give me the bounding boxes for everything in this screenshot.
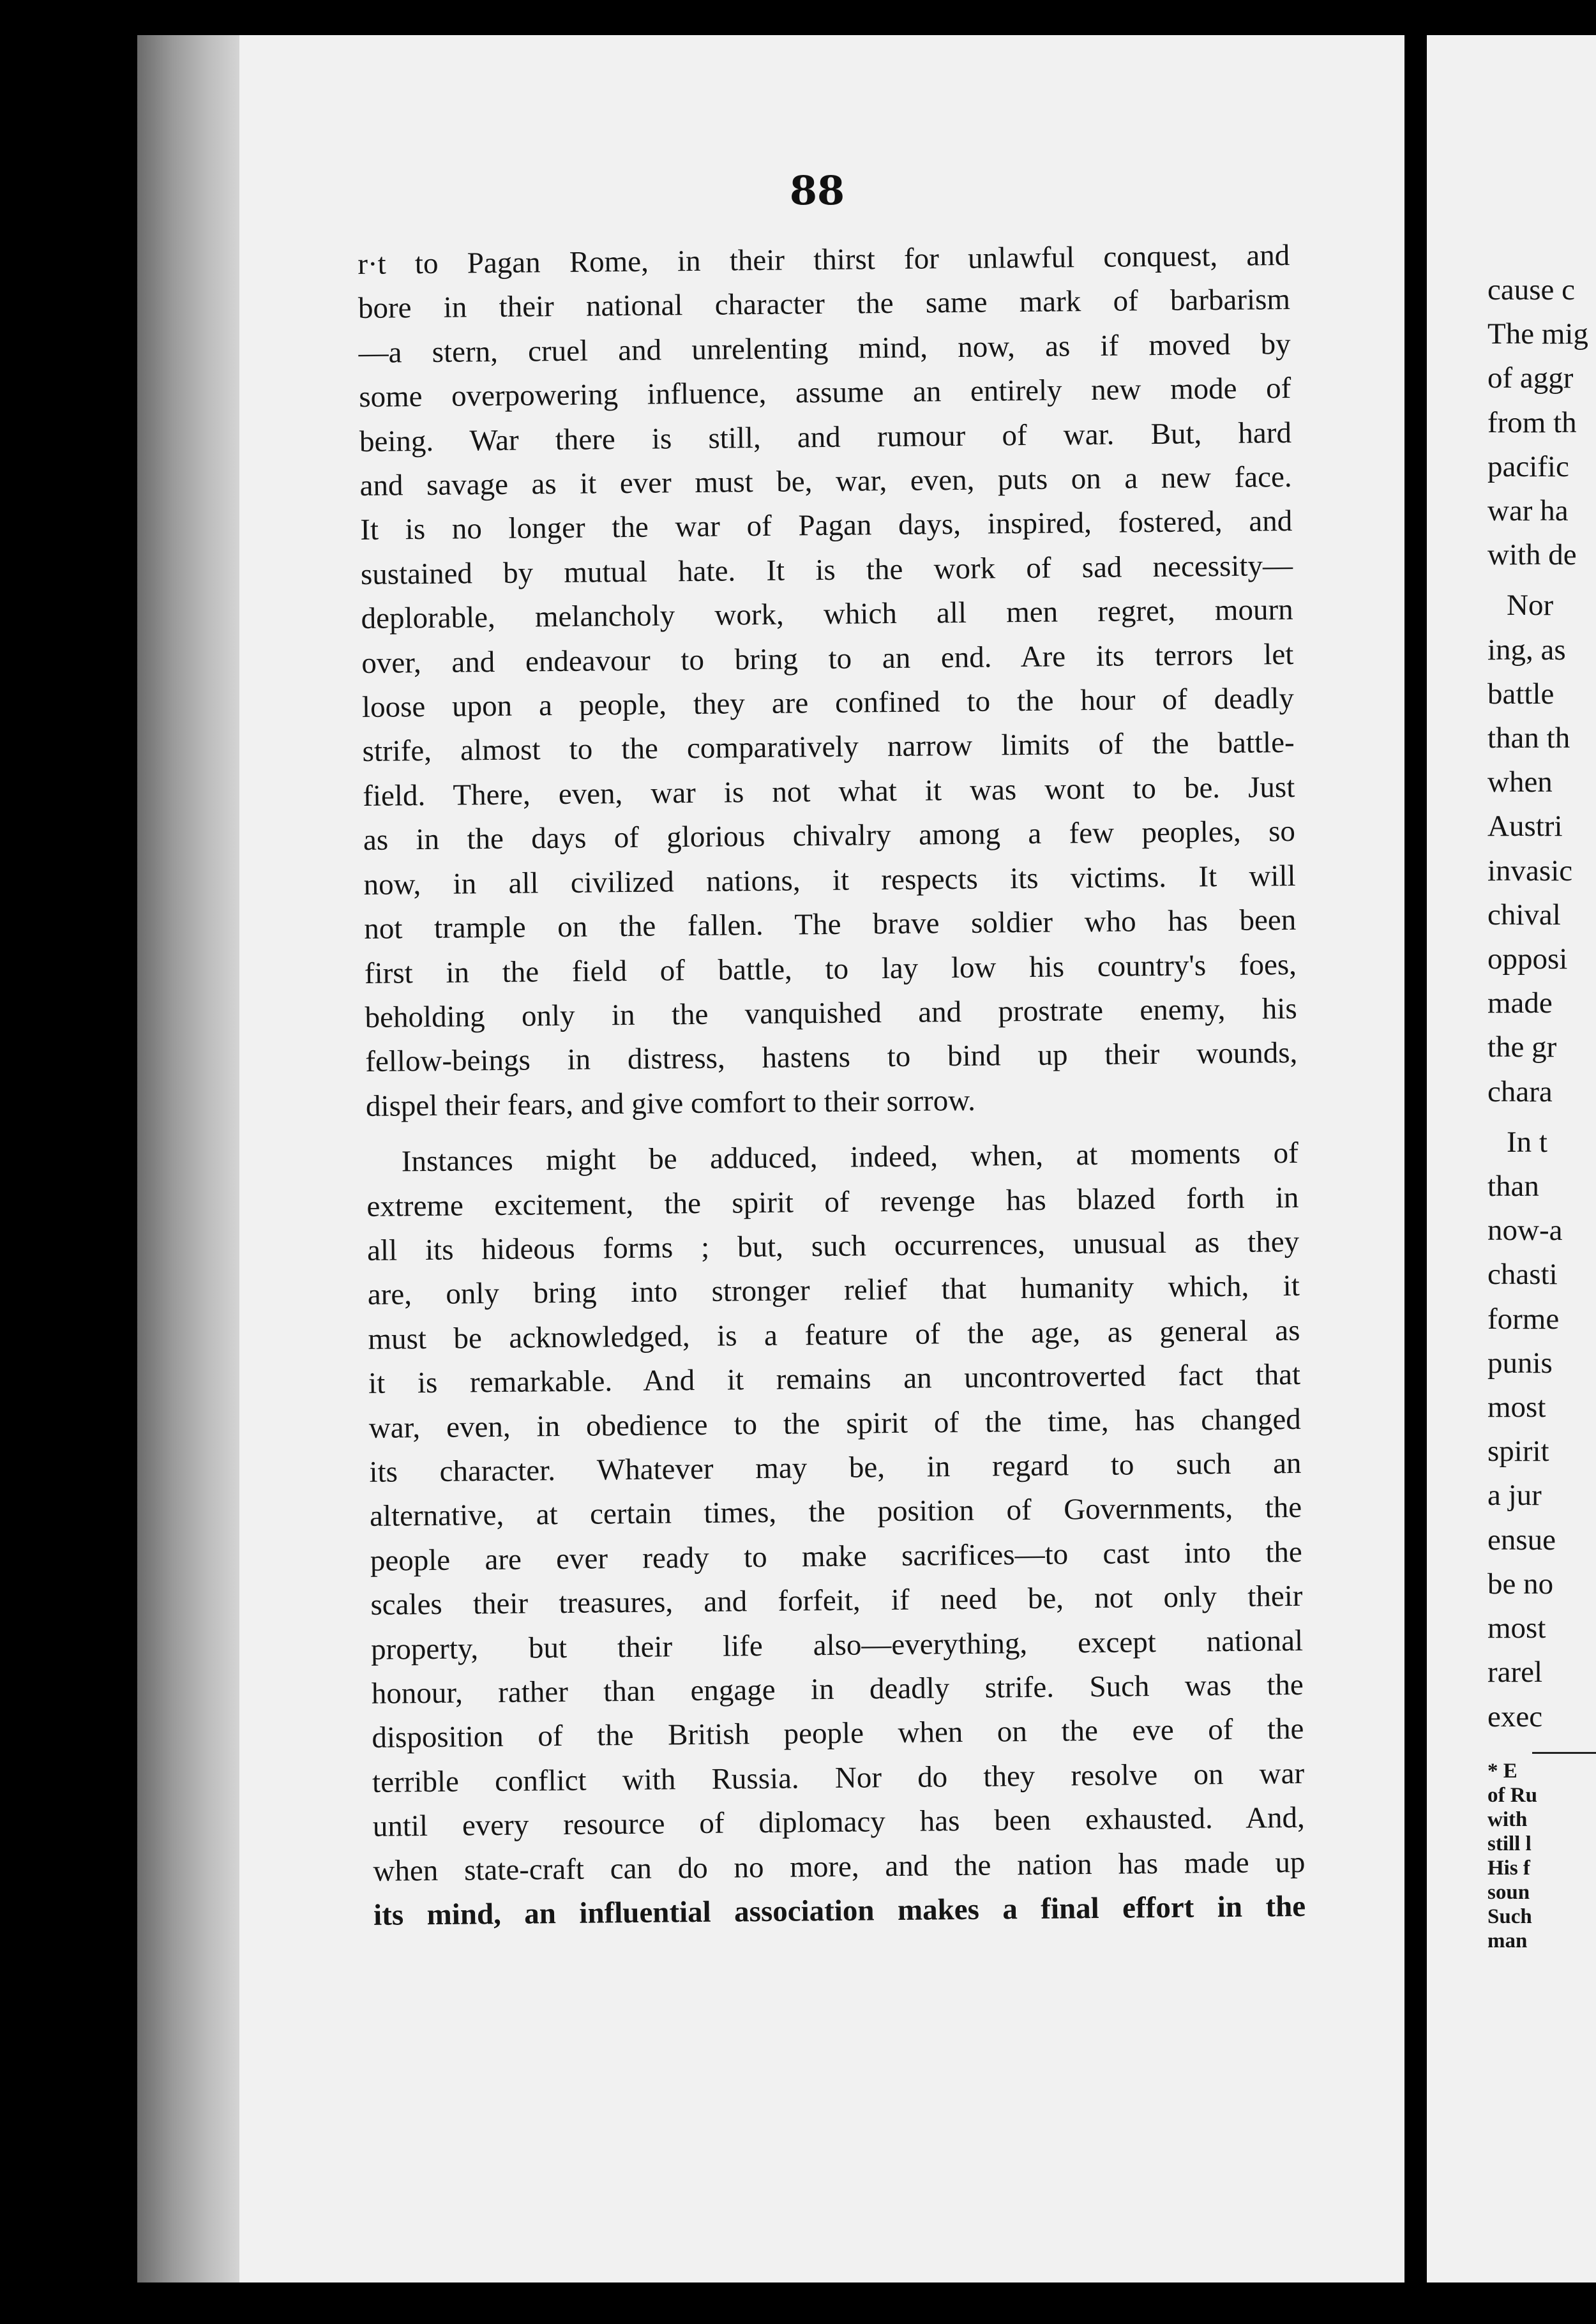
facing-footnote bbox=[1487, 1759, 1596, 1953]
facing-line: ing, as bbox=[1487, 633, 1566, 667]
footnote-line: * E bbox=[1487, 1759, 1517, 1783]
facing-line: made bbox=[1487, 986, 1553, 1020]
facing-line: than th bbox=[1487, 721, 1570, 755]
text-line: beholding only in the vanquished and prostrate enemy, his bbox=[365, 992, 1297, 1034]
footnote-line: man bbox=[1487, 1929, 1528, 1952]
text-line: over, and endeavour to bring to an end. Are its terrors let bbox=[361, 637, 1294, 680]
facing-line: from th bbox=[1487, 405, 1577, 439]
text-line: extreme excitement, the spirit of revenge has blazed forth in bbox=[366, 1181, 1299, 1223]
facing-line: Austri bbox=[1487, 810, 1563, 843]
text-line: when state-craft can do no more, and the nation has made up bbox=[373, 1845, 1306, 1888]
footnote-line: with bbox=[1487, 1807, 1528, 1831]
text-line: some overpowering influence, assume an entirely new mode of bbox=[359, 372, 1291, 414]
text-line: terrible conflict with Russia. Nor do they resolve on war bbox=[372, 1756, 1305, 1799]
text-line: r·t to Pagan Rome, in their thirst for unlawful conquest, and bbox=[358, 238, 1290, 281]
facing-line: with de bbox=[1487, 538, 1577, 572]
text-line: deplorable, melancholy work, which all men regret, mourn bbox=[361, 593, 1293, 636]
facing-paragraph-a bbox=[1487, 268, 1596, 577]
text-line: dispel their fears, and give comfort to their sorrow. bbox=[365, 1083, 976, 1123]
footnote-line: of Ru bbox=[1487, 1783, 1537, 1807]
text-line: are, only bring into stronger relief that humanity which, it bbox=[367, 1269, 1300, 1312]
facing-line: of aggr bbox=[1487, 361, 1574, 395]
left-page-text bbox=[358, 234, 1306, 1938]
text-line: it is remarkable. And it remains an uncontroverted fact that bbox=[368, 1358, 1301, 1401]
facing-line: pacific bbox=[1487, 449, 1569, 483]
text-line: must be acknowledged, is a feature of the age, as general as bbox=[368, 1313, 1300, 1356]
text-line: sustained by mutual hate. It is the work of sad necessity— bbox=[360, 548, 1293, 591]
footnote-line: His f bbox=[1487, 1856, 1530, 1880]
facing-line: chara bbox=[1487, 1075, 1553, 1108]
facing-line: than bbox=[1487, 1170, 1539, 1204]
facing-line: when bbox=[1487, 766, 1553, 799]
paragraph-1 bbox=[358, 234, 1298, 1129]
facing-line: chival bbox=[1487, 898, 1561, 932]
text-line: alternative, at certain times, the position of Governments, the bbox=[369, 1491, 1302, 1534]
page-edge-shadow bbox=[137, 35, 239, 2282]
text-line: until every resource of diplomacy has been exhausted. And, bbox=[372, 1801, 1305, 1844]
facing-line: now-a bbox=[1487, 1214, 1563, 1248]
text-line: —a stern, cruel and unrelenting mind, now, as if moved by bbox=[358, 327, 1291, 370]
facing-line: most bbox=[1487, 1611, 1546, 1645]
text-line: as in the days of glorious chivalry among a few peoples, so bbox=[363, 815, 1296, 857]
text-line: now, in all civilized nations, it respects its victims. It will bbox=[363, 859, 1296, 902]
facing-line: a jur bbox=[1487, 1479, 1542, 1513]
facing-line: war ha bbox=[1487, 494, 1569, 528]
text-line: scales their treasures, and forfeit, if need be, not only their bbox=[370, 1580, 1303, 1622]
facing-line: most bbox=[1487, 1391, 1546, 1424]
facing-line: battle bbox=[1487, 677, 1555, 711]
facing-paragraph-c bbox=[1487, 1120, 1596, 1739]
facing-line: rarel bbox=[1487, 1656, 1543, 1689]
facing-line: forme bbox=[1487, 1302, 1560, 1336]
facing-line: be no bbox=[1487, 1567, 1554, 1601]
text-line: loose upon a people, they are confined to the hour of deadly bbox=[361, 682, 1295, 725]
text-line: being. War there is still, and rumour of war. But, hard bbox=[359, 416, 1292, 458]
text-line: people are ever ready to make sacrifices—to cast into the bbox=[370, 1535, 1303, 1578]
text-line: It is no longer the war of Pagan days, inspired, fostered, and bbox=[360, 504, 1293, 547]
facing-line: ensue bbox=[1487, 1523, 1556, 1557]
facing-line: exec bbox=[1487, 1700, 1543, 1733]
paragraph-2 bbox=[366, 1131, 1306, 1938]
text-line: bore in their national character the same mark of barbarism bbox=[358, 283, 1291, 326]
text-line: war, even, in obedience to the spirit of the time, has changed bbox=[368, 1402, 1302, 1445]
facing-line: cause c bbox=[1487, 273, 1575, 306]
footnote-line: still l bbox=[1487, 1832, 1532, 1855]
facing-line: Nor bbox=[1507, 589, 1554, 622]
footnote-line: soun bbox=[1487, 1880, 1530, 1904]
facing-line: punis bbox=[1487, 1346, 1553, 1380]
facing-line: invasic bbox=[1487, 854, 1573, 887]
text-line: honour, rather than engage in deadly strife. Such was the bbox=[371, 1668, 1304, 1710]
footnote-line: Such bbox=[1487, 1905, 1532, 1928]
text-line: Instances might be adduced, indeed, when, at moments of bbox=[401, 1136, 1299, 1179]
facing-line: the gr bbox=[1487, 1030, 1557, 1064]
text-line: its character. Whatever may be, in regard to such an bbox=[369, 1446, 1302, 1489]
text-line: all its hideous forms ; but, such occurrences, unusual as they bbox=[366, 1225, 1300, 1267]
text-line: and savage as it ever must be, war, even, puts on a new face. bbox=[359, 460, 1292, 503]
text-line: strife, almost to the comparatively narrow limits of the battle- bbox=[362, 726, 1295, 769]
text-line: disposition of the British people when on the eve of the bbox=[372, 1712, 1304, 1755]
text-line: field. There, even, war is not what it was wont to be. Just bbox=[363, 770, 1295, 813]
facing-line: spirit bbox=[1487, 1435, 1549, 1468]
text-line: not trample on the fallen. The brave soldier who has been bbox=[364, 903, 1297, 946]
facing-line: In t bbox=[1507, 1125, 1547, 1159]
right-page-text bbox=[1487, 268, 1596, 1953]
text-line: fellow-beings in distress, hastens to bind up their wounds, bbox=[365, 1036, 1298, 1079]
page-number: 88 bbox=[789, 167, 845, 214]
facing-line: opposi bbox=[1487, 942, 1568, 976]
facing-line: The mig bbox=[1487, 317, 1588, 351]
text-line: first in the field of battle, to lay low his country's foes, bbox=[364, 947, 1297, 990]
text-line: its mind, an influential association makes a final effort in the bbox=[373, 1889, 1306, 1932]
footnote-rule bbox=[1532, 1752, 1596, 1754]
facing-paragraph-b bbox=[1487, 584, 1596, 1113]
facing-line: chasti bbox=[1487, 1258, 1558, 1292]
text-line: property, but their life also—everything, except national bbox=[370, 1624, 1304, 1666]
